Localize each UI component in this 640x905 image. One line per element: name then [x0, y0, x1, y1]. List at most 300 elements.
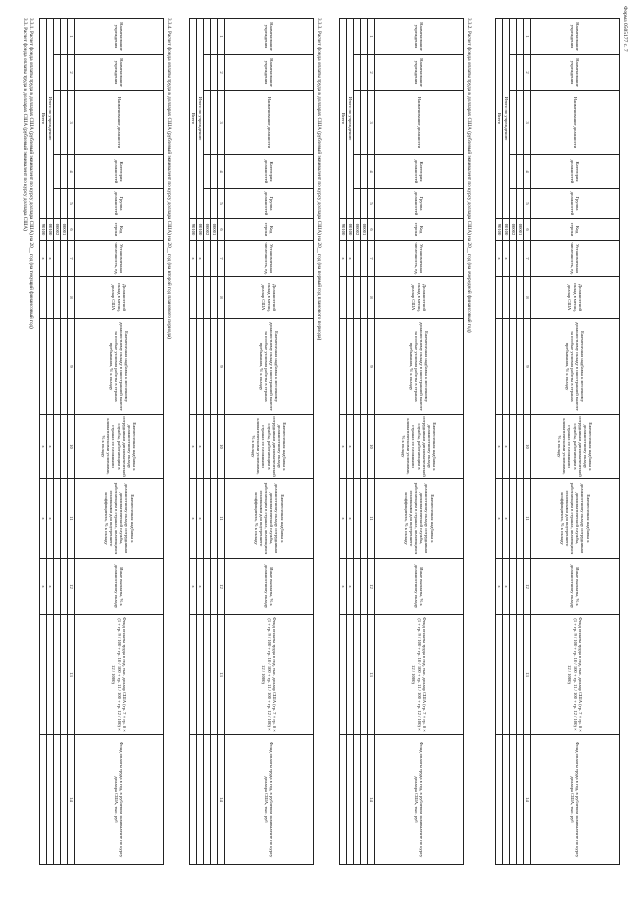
- column-number: 13: [368, 615, 375, 735]
- column-number: 9: [68, 319, 75, 415]
- input-cell[interactable]: [211, 55, 218, 91]
- x-mark: x: [47, 415, 54, 479]
- column-header: Код строки: [375, 219, 464, 241]
- input-cell[interactable]: [354, 415, 361, 479]
- column-header: Ежемесячная надбавка к месячному должностному окладу в иностранной валюте за особые условия работы в странах пребывания, % к окладу: [375, 319, 464, 415]
- input-cell[interactable]: [54, 189, 61, 219]
- input-cell[interactable]: [347, 735, 354, 865]
- input-cell[interactable]: [510, 479, 517, 559]
- table-row: [361, 19, 368, 865]
- input-cell[interactable]: [211, 615, 218, 735]
- input-cell[interactable]: [361, 277, 368, 319]
- input-cell[interactable]: [40, 319, 47, 415]
- input-cell[interactable]: [211, 189, 218, 219]
- x-mark: x: [340, 559, 347, 615]
- input-cell[interactable]: [361, 735, 368, 865]
- input-cell[interactable]: [354, 55, 361, 91]
- input-cell[interactable]: [190, 277, 197, 319]
- input-cell[interactable]: [204, 155, 211, 189]
- column-number: 6: [368, 219, 375, 241]
- input-cell[interactable]: [204, 277, 211, 319]
- input-cell[interactable]: [204, 319, 211, 415]
- input-cell[interactable]: [510, 277, 517, 319]
- column-header: Ежемесячная надбавка к месячному должностному окладу в иностранной валюте за особые условия работы в странах пребывания, % к окладу: [225, 319, 314, 415]
- input-cell[interactable]: [496, 277, 503, 319]
- input-cell[interactable]: [211, 415, 218, 479]
- row-code: 00002: [204, 219, 211, 241]
- column-header: Фонд оплаты труда в год, тыс. доллар США (гр. 7 × гр. 8 × (1 + гр. 9 / 100 + гр. 10 / 100 + гр. 11 / 100 + гр. 12 / 100) × 12 / 1000): [531, 615, 620, 735]
- input-cell[interactable]: [347, 319, 354, 415]
- input-cell[interactable]: [190, 319, 197, 415]
- input-cell[interactable]: [211, 319, 218, 415]
- column-number: 7: [68, 241, 75, 277]
- table-row: [54, 19, 61, 865]
- input-cell[interactable]: [340, 277, 347, 319]
- input-cell[interactable]: [361, 91, 368, 155]
- input-cell[interactable]: [211, 277, 218, 319]
- input-cell[interactable]: [347, 277, 354, 319]
- input-cell[interactable]: [354, 91, 361, 155]
- column-number: 3: [524, 91, 531, 155]
- input-cell[interactable]: [354, 19, 361, 55]
- x-mark: x: [340, 415, 347, 479]
- row-code: 90100: [40, 219, 47, 241]
- table-row: [211, 19, 218, 865]
- input-cell[interactable]: [354, 241, 361, 277]
- input-cell[interactable]: [47, 615, 54, 735]
- row-code: 00002: [54, 219, 61, 241]
- column-number: 4: [68, 155, 75, 189]
- x-mark: x: [503, 559, 510, 615]
- input-cell[interactable]: [197, 735, 204, 865]
- input-cell[interactable]: [361, 615, 368, 735]
- column-number: 13: [524, 615, 531, 735]
- input-cell[interactable]: [361, 319, 368, 415]
- total-row: [503, 19, 510, 865]
- column-number: 14: [68, 735, 75, 865]
- column-header: Код строки: [531, 219, 620, 241]
- column-header: Наименование должности: [225, 91, 314, 155]
- input-cell[interactable]: [510, 615, 517, 735]
- input-cell[interactable]: [517, 319, 524, 415]
- input-cell[interactable]: [190, 615, 197, 735]
- input-cell[interactable]: [496, 735, 503, 865]
- input-cell[interactable]: [510, 189, 517, 219]
- column-number: 12: [524, 559, 531, 615]
- input-cell[interactable]: [354, 277, 361, 319]
- column-header: Ежемесячная надбавка к должностному окладу сотрудникам дипломатической службы, работающим в странах, являющихся основными для внутреннего коэффициента, % к окладу: [375, 479, 464, 559]
- column-header: Категория должностей: [75, 155, 164, 189]
- input-cell[interactable]: [503, 319, 510, 415]
- column-number: 9: [218, 319, 225, 415]
- column-header: Группа должностей: [225, 189, 314, 219]
- input-cell[interactable]: [340, 735, 347, 865]
- input-cell[interactable]: [54, 735, 61, 865]
- input-cell[interactable]: [204, 189, 211, 219]
- input-cell[interactable]: [361, 19, 368, 55]
- input-cell[interactable]: [54, 91, 61, 155]
- input-cell[interactable]: [354, 735, 361, 865]
- input-cell[interactable]: [47, 735, 54, 865]
- x-mark: x: [496, 559, 503, 615]
- input-cell[interactable]: [54, 155, 61, 189]
- column-header: Иные выплаты, % к должностному окладу: [531, 559, 620, 615]
- row-code: 90100: [340, 219, 347, 241]
- table-row: [517, 19, 524, 865]
- column-number: 1: [68, 19, 75, 55]
- column-header: Установленная численность, ед.: [75, 241, 164, 277]
- institution-total-label: Итого по учреждению: [47, 19, 54, 219]
- column-header: Категория должностей: [531, 155, 620, 189]
- input-cell[interactable]: [510, 91, 517, 155]
- input-cell[interactable]: [204, 415, 211, 479]
- input-cell[interactable]: [361, 479, 368, 559]
- column-header: Наименование учреждения: [225, 55, 314, 91]
- column-number: 14: [368, 735, 375, 865]
- column-header: Фонд оплаты труда в год, в рублевом эквиваленте по курсу доллара США, тыс. руб: [531, 735, 620, 865]
- input-cell[interactable]: [361, 241, 368, 277]
- input-cell[interactable]: [204, 55, 211, 91]
- x-mark: x: [503, 479, 510, 559]
- x-mark: x: [190, 415, 197, 479]
- input-cell[interactable]: [204, 479, 211, 559]
- input-cell[interactable]: [54, 415, 61, 479]
- input-cell[interactable]: [54, 615, 61, 735]
- input-cell[interactable]: [61, 189, 68, 219]
- column-header: Наименование учреждения: [75, 19, 164, 55]
- salary-fund-table: [39, 18, 164, 865]
- total-row: [197, 19, 204, 865]
- input-cell[interactable]: [211, 241, 218, 277]
- input-cell[interactable]: [61, 319, 68, 415]
- input-cell[interactable]: [204, 19, 211, 55]
- input-cell[interactable]: [361, 155, 368, 189]
- column-header: Фонд оплаты труда в год, в рублевом эквиваленте по курсу доллара США, тыс. руб: [75, 735, 164, 865]
- input-cell[interactable]: [61, 559, 68, 615]
- input-cell[interactable]: [340, 615, 347, 735]
- total-row: [40, 19, 47, 865]
- column-number: 6: [524, 219, 531, 241]
- institution-total-label: Итого по учреждению: [503, 19, 510, 219]
- section-title: 3.3.4. Расчет фонда оплаты труда в долларах США (рублевый эквивалент по курсу доллара США) на 20__ год (на второй год планового периода): [166, 18, 172, 339]
- column-header: Ежемесячная надбавка к должностному окладу сотрудникам дипломатической службы, работающим в странах, являющихся основными для внутреннего коэффициента, % к окладу: [225, 479, 314, 559]
- column-number: 12: [218, 559, 225, 615]
- input-cell[interactable]: [517, 155, 524, 189]
- column-header: Наименование должности: [531, 91, 620, 155]
- form-code: Форма 0505177 с. 7: [622, 6, 628, 52]
- column-number: 11: [218, 479, 225, 559]
- input-cell[interactable]: [40, 277, 47, 319]
- input-cell[interactable]: [61, 91, 68, 155]
- input-cell[interactable]: [47, 319, 54, 415]
- column-number: 2: [68, 55, 75, 91]
- row-code: 00001: [517, 219, 524, 241]
- column-header: Иные выплаты, % к должностному окладу: [375, 559, 464, 615]
- column-header: Фонд оплаты труда в год, в рублевом эквиваленте по курсу доллара США, тыс. руб: [225, 735, 314, 865]
- column-number: 7: [524, 241, 531, 277]
- input-cell[interactable]: [510, 55, 517, 91]
- column-number: 4: [218, 155, 225, 189]
- input-cell[interactable]: [510, 155, 517, 189]
- column-number: 1: [218, 19, 225, 55]
- input-cell[interactable]: [517, 615, 524, 735]
- input-cell[interactable]: [54, 19, 61, 55]
- grand-total-label: Всего: [40, 19, 47, 219]
- column-number: 12: [368, 559, 375, 615]
- input-cell[interactable]: [204, 241, 211, 277]
- x-mark: x: [347, 241, 354, 277]
- column-number: 8: [68, 277, 75, 319]
- x-mark: x: [347, 559, 354, 615]
- x-mark: x: [496, 415, 503, 479]
- column-number: 5: [68, 189, 75, 219]
- fund-table-section: [189, 18, 322, 865]
- x-mark: x: [197, 559, 204, 615]
- x-mark: x: [190, 479, 197, 559]
- column-header: Ежемесячная надбавка к должностному окладу сотрудникам дипломатической службы, работающим в странах со сложными климатическими условиями, % к окладу: [75, 415, 164, 479]
- input-cell[interactable]: [54, 319, 61, 415]
- column-header: Фонд оплаты труда в год, в рублевом эквиваленте по курсу доллара США, тыс. руб: [375, 735, 464, 865]
- input-cell[interactable]: [517, 415, 524, 479]
- column-number: 12: [68, 559, 75, 615]
- input-cell[interactable]: [517, 55, 524, 91]
- column-header: Фонд оплаты труда в год, тыс. доллар США (гр. 7 × гр. 8 × (1 + гр. 9 / 100 + гр. 10 / 100 + гр. 11 / 100 + гр. 12 / 100) × 12 / 1000): [75, 615, 164, 735]
- input-cell[interactable]: [204, 91, 211, 155]
- input-cell[interactable]: [197, 319, 204, 415]
- input-cell[interactable]: [354, 479, 361, 559]
- column-header: Фонд оплаты труда в год, тыс. доллар США (гр. 7 × гр. 8 × (1 + гр. 9 / 100 + гр. 10 / 100 + гр. 11 / 100 + гр. 12 / 100) × 12 / 1000): [375, 615, 464, 735]
- x-mark: x: [190, 241, 197, 277]
- grand-total-label: Всего: [496, 19, 503, 219]
- column-header: Категория должностей: [375, 155, 464, 189]
- input-cell[interactable]: [204, 615, 211, 735]
- column-number: 5: [368, 189, 375, 219]
- column-number: 1: [524, 19, 531, 55]
- column-header: Наименование учреждения: [375, 19, 464, 55]
- x-mark: x: [496, 479, 503, 559]
- input-cell[interactable]: [510, 415, 517, 479]
- input-cell[interactable]: [47, 277, 54, 319]
- column-header: Наименование учреждения: [531, 19, 620, 55]
- column-number: 10: [524, 415, 531, 479]
- input-cell[interactable]: [54, 479, 61, 559]
- row-code: 90100: [190, 219, 197, 241]
- column-header: Установленная численность, ед.: [531, 241, 620, 277]
- salary-fund-table: [495, 18, 620, 865]
- column-header: Код строки: [75, 219, 164, 241]
- column-number: 7: [218, 241, 225, 277]
- row-code: 00002: [510, 219, 517, 241]
- table-row: [61, 19, 68, 865]
- column-number: 13: [218, 615, 225, 735]
- x-mark: x: [496, 241, 503, 277]
- column-header: Должностной оклад в месяц, доллар США: [225, 277, 314, 319]
- input-cell[interactable]: [190, 735, 197, 865]
- input-cell[interactable]: [61, 155, 68, 189]
- column-number: 6: [68, 219, 75, 241]
- input-cell[interactable]: [496, 319, 503, 415]
- column-number: 9: [524, 319, 531, 415]
- row-code: 00100: [503, 219, 510, 241]
- fund-table-section: [339, 18, 472, 865]
- column-header: Должностной оклад в месяц, доллар США: [375, 277, 464, 319]
- table-row: [510, 19, 517, 865]
- input-cell[interactable]: [211, 91, 218, 155]
- input-cell[interactable]: [340, 319, 347, 415]
- column-header: Группа должностей: [531, 189, 620, 219]
- input-cell[interactable]: [61, 277, 68, 319]
- total-row: [190, 19, 197, 865]
- input-cell[interactable]: [361, 55, 368, 91]
- column-number: 5: [524, 189, 531, 219]
- input-cell[interactable]: [61, 415, 68, 479]
- institution-total-label: Итого по учреждению: [197, 19, 204, 219]
- column-number: 5: [218, 189, 225, 219]
- input-cell[interactable]: [503, 735, 510, 865]
- input-cell[interactable]: [197, 615, 204, 735]
- column-header: Установленная численность, ед.: [375, 241, 464, 277]
- input-cell[interactable]: [517, 559, 524, 615]
- input-cell[interactable]: [510, 19, 517, 55]
- column-header: Ежемесячная надбавка к должностному окладу сотрудникам дипломатической службы, работающим в странах, являющихся основными для внутреннего коэффициента, % к окладу: [75, 479, 164, 559]
- input-cell[interactable]: [517, 735, 524, 865]
- section-heading: 3.3. Расчет фонда оплаты труда в долларах США (рублевый эквивалент по курсу доллара США): [22, 18, 28, 231]
- input-cell[interactable]: [496, 615, 503, 735]
- column-number: 1: [368, 19, 375, 55]
- input-cell[interactable]: [54, 241, 61, 277]
- x-mark: x: [47, 479, 54, 559]
- column-number: 10: [368, 415, 375, 479]
- row-code: 00100: [47, 219, 54, 241]
- column-number: 11: [368, 479, 375, 559]
- column-number: 11: [524, 479, 531, 559]
- section-title: 3.3.3. Расчет фонда оплаты труда в долларах США (рублевый эквивалент по курсу доллара США) на 20__ год (на первый год планового периода): [316, 18, 322, 341]
- input-cell[interactable]: [517, 479, 524, 559]
- salary-fund-table: [339, 18, 464, 865]
- input-cell[interactable]: [204, 559, 211, 615]
- input-cell[interactable]: [40, 615, 47, 735]
- input-cell[interactable]: [503, 615, 510, 735]
- input-cell[interactable]: [61, 479, 68, 559]
- input-cell[interactable]: [197, 277, 204, 319]
- x-mark: x: [340, 241, 347, 277]
- input-cell[interactable]: [211, 19, 218, 55]
- input-cell[interactable]: [510, 735, 517, 865]
- input-cell[interactable]: [510, 559, 517, 615]
- input-cell[interactable]: [204, 735, 211, 865]
- fund-table-section: [495, 18, 622, 865]
- column-header: Иные выплаты, % к должностному окладу: [225, 559, 314, 615]
- column-number: 3: [68, 91, 75, 155]
- input-cell[interactable]: [354, 155, 361, 189]
- input-cell[interactable]: [517, 189, 524, 219]
- x-mark: x: [340, 479, 347, 559]
- column-number: 2: [368, 55, 375, 91]
- row-code: 90100: [496, 219, 503, 241]
- column-number: 14: [218, 735, 225, 865]
- input-cell[interactable]: [510, 241, 517, 277]
- row-code: 00100: [197, 219, 204, 241]
- input-cell[interactable]: [517, 241, 524, 277]
- input-cell[interactable]: [354, 559, 361, 615]
- input-cell[interactable]: [54, 277, 61, 319]
- column-number: 3: [368, 91, 375, 155]
- input-cell[interactable]: [517, 91, 524, 155]
- input-cell[interactable]: [517, 277, 524, 319]
- input-cell[interactable]: [354, 319, 361, 415]
- total-row: [496, 19, 503, 865]
- column-header: Категория должностей: [225, 155, 314, 189]
- input-cell[interactable]: [54, 559, 61, 615]
- input-cell[interactable]: [354, 615, 361, 735]
- total-row: [340, 19, 347, 865]
- input-cell[interactable]: [361, 415, 368, 479]
- input-cell[interactable]: [361, 189, 368, 219]
- input-cell[interactable]: [347, 615, 354, 735]
- column-header: Код строки: [225, 219, 314, 241]
- x-mark: x: [347, 415, 354, 479]
- table-row: [204, 19, 211, 865]
- column-header: Должностной оклад в месяц, доллар США: [531, 277, 620, 319]
- column-number: 13: [68, 615, 75, 735]
- subsection-heading: 3.3.1. Расчет фонда оплаты труда в долларах США (рублевый эквивалент по курсу доллара США) на 20__ год (на текущий финансовый год): [28, 18, 34, 329]
- fund-table-section: [39, 18, 172, 865]
- input-cell[interactable]: [40, 735, 47, 865]
- column-header: Ежемесячная надбавка к должностному окладу сотрудникам дипломатической службы, работающим в странах со сложными климатическими условиями, % к окладу: [531, 415, 620, 479]
- x-mark: x: [197, 479, 204, 559]
- column-number: 8: [524, 277, 531, 319]
- input-cell[interactable]: [61, 735, 68, 865]
- input-cell[interactable]: [354, 189, 361, 219]
- column-number: 2: [524, 55, 531, 91]
- x-mark: x: [197, 241, 204, 277]
- total-row: [347, 19, 354, 865]
- table-row: [354, 19, 361, 865]
- column-number: 11: [68, 479, 75, 559]
- column-header: Ежемесячная надбавка к должностному окладу сотрудникам дипломатической службы, работающим в странах со сложными климатическими условиями, % к окладу: [375, 415, 464, 479]
- input-cell[interactable]: [61, 615, 68, 735]
- input-cell[interactable]: [361, 559, 368, 615]
- column-header: Наименование должности: [375, 91, 464, 155]
- input-cell[interactable]: [61, 55, 68, 91]
- salary-fund-table: [189, 18, 314, 865]
- row-code: 00002: [354, 219, 361, 241]
- institution-total-label: Итого по учреждению: [347, 19, 354, 219]
- column-header: Наименование учреждения: [225, 19, 314, 55]
- input-cell[interactable]: [211, 559, 218, 615]
- section-title: 3.3.2. Расчет фонда оплаты труда в долларах США (рублевый эквивалент по курсу доллара США) на 20__ год (на очередной финансовый год): [466, 18, 472, 333]
- x-mark: x: [197, 415, 204, 479]
- column-number: 7: [368, 241, 375, 277]
- input-cell[interactable]: [510, 319, 517, 415]
- row-code: 00100: [347, 219, 354, 241]
- input-cell[interactable]: [61, 19, 68, 55]
- x-mark: x: [47, 559, 54, 615]
- column-number: 4: [524, 155, 531, 189]
- input-cell[interactable]: [211, 479, 218, 559]
- x-mark: x: [40, 415, 47, 479]
- input-cell[interactable]: [211, 155, 218, 189]
- total-row: [47, 19, 54, 865]
- row-code: 00001: [211, 219, 218, 241]
- input-cell[interactable]: [211, 735, 218, 865]
- row-code: 00001: [361, 219, 368, 241]
- input-cell[interactable]: [61, 241, 68, 277]
- column-header: Наименование должности: [75, 91, 164, 155]
- input-cell[interactable]: [54, 55, 61, 91]
- input-cell[interactable]: [517, 19, 524, 55]
- input-cell[interactable]: [503, 277, 510, 319]
